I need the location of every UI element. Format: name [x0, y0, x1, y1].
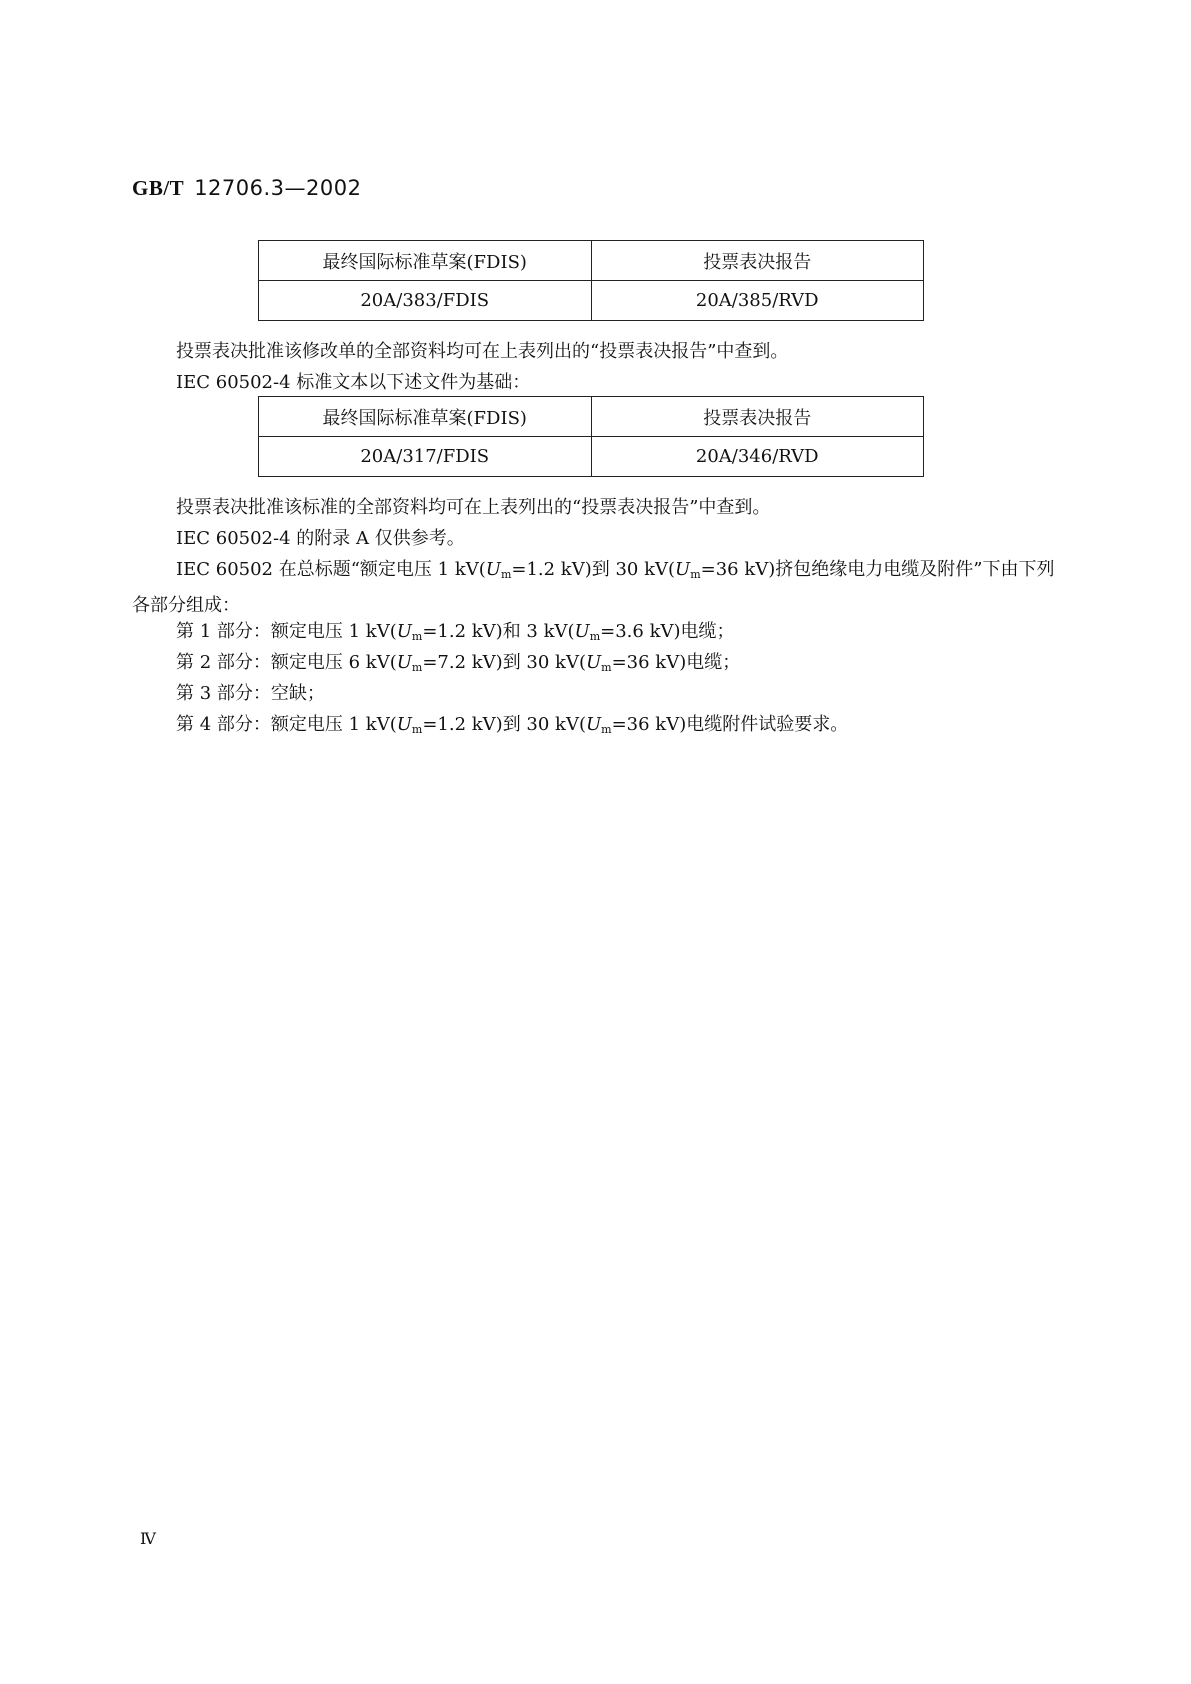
standard-number: 12706.3—2002: [194, 176, 362, 200]
table-cell: 20A/383/FDIS: [259, 281, 592, 321]
list-item: 第 2 部分：额定电压 6 $kV(U_m=7.2$ kV)到 30 $kV(U_m=36$ kV)电缆；: [176, 652, 741, 674]
paragraph: 投票表决批准该标准的全部资料均可在上表列出的“投票表决报告”中查到。: [176, 497, 771, 518]
standard-prefix: GB/T: [132, 176, 185, 200]
table-header-cell: 最终国际标准草案(FDIS): [259, 397, 592, 437]
table-cell: 20A/317/FDIS: [259, 437, 592, 477]
table-header-row: [259, 397, 924, 437]
paragraph: 投票表决批准该修改单的全部资料均可在上表列出的“投票表决报告”中查到。: [176, 341, 789, 362]
list-item: 第 3 部分：空缺；: [176, 683, 325, 704]
table-header-cell: 投票表决报告: [591, 397, 924, 437]
table-cell: 20A/346/RVD: [591, 437, 924, 477]
fdis-table-amendment: [258, 240, 924, 321]
paragraph: IEC 60502-4 标准文本以下述文件为基础：: [176, 372, 531, 393]
table-header-row: [259, 241, 924, 281]
list-item: 第 4 部分：额定电压 1 $kV(U_m=1.2$ kV)到 30 $kV(U_m=36$ kV)电缆附件试验要求。: [176, 714, 849, 736]
list-item: 第 1 部分：额定电压 1 $kV(U_m=1.2$ kV)和 3 $kV(U_m=3.6$ kV)电缆；: [176, 621, 735, 643]
table-row: [259, 281, 924, 321]
table-row: [259, 437, 924, 477]
table-header-cell: 投票表决报告: [591, 241, 924, 281]
paragraph: IEC 60502-4 的附录 A 仅供参考。: [176, 528, 465, 549]
page-number: Ⅳ: [140, 1529, 156, 1548]
paragraph-parts-intro: IEC 60502 在总标题“额定电压 1 $kV(U_m=1.2$ kV)到 30 $kV(U_m=36$ kV)挤包绝缘电力电缆及附件”下由下列各部分组成：: [132, 559, 1055, 616]
fdis-table-standard: [258, 396, 924, 477]
table-header-cell: 最终国际标准草案(FDIS): [259, 241, 592, 281]
document-header: [132, 176, 361, 201]
table-cell: 20A/385/RVD: [591, 281, 924, 321]
